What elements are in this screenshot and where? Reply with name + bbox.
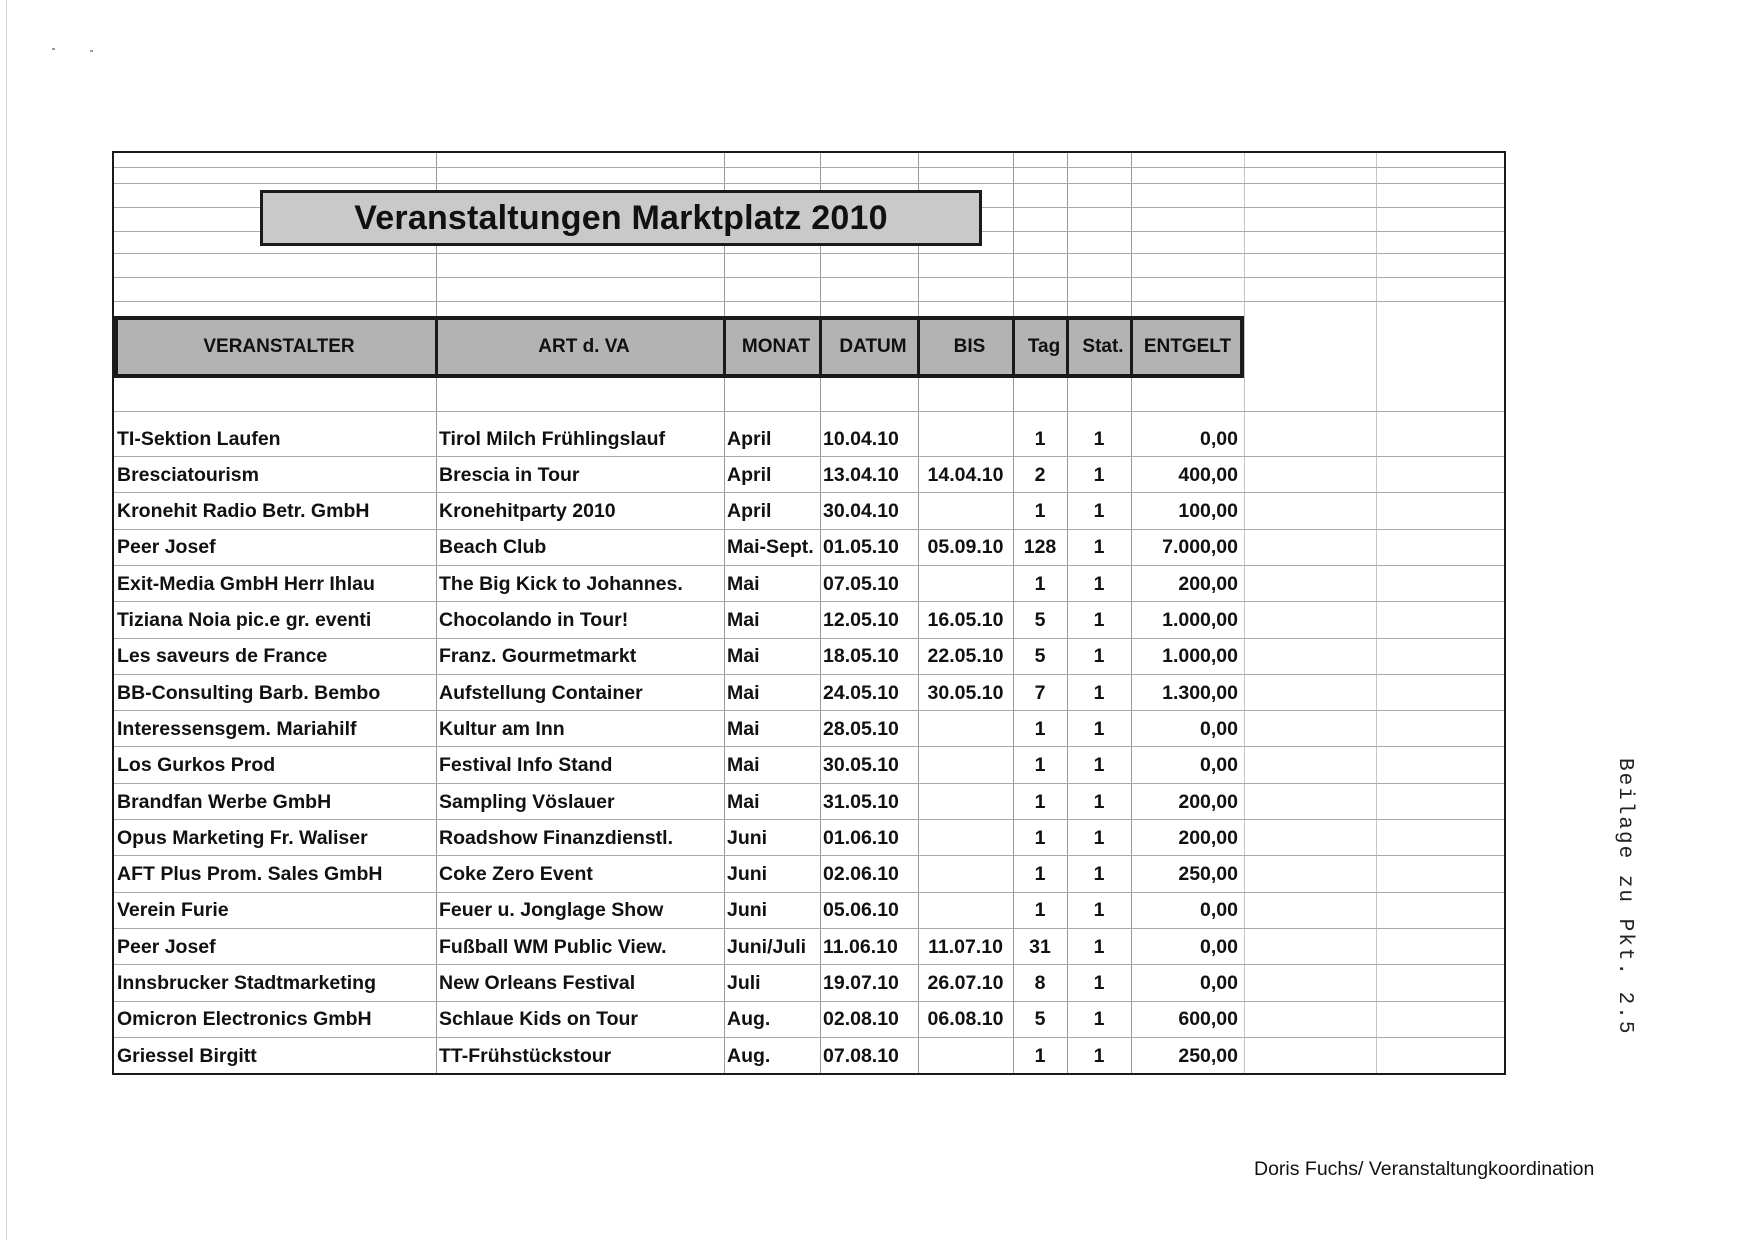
cell-tag: 5 <box>1034 645 1046 668</box>
cell-bis: 05.09.10 <box>927 536 1004 559</box>
cell-monat: Mai-Sept. <box>727 536 814 559</box>
cell-bis <box>918 566 1013 602</box>
header-separator <box>819 320 822 374</box>
header-tag: Tag <box>1027 336 1061 357</box>
cell-entgelt: 0,00 <box>1200 427 1238 450</box>
spreadsheet-frame <box>112 151 1506 1075</box>
table-row <box>114 820 1244 856</box>
cell-tag: 1 <box>1034 427 1046 450</box>
cell-bis: 06.08.10 <box>927 1008 1004 1031</box>
cell-datum: 01.05.10 <box>823 536 899 559</box>
cell-entgelt: 200,00 <box>1178 826 1238 849</box>
cell-datum: 28.05.10 <box>823 717 899 740</box>
cell-entgelt: 0,00 <box>1200 935 1238 958</box>
table-row <box>114 857 1244 893</box>
cell-bis: 16.05.10 <box>927 609 1004 631</box>
cell-veranstalter: Verein Furie <box>117 899 229 922</box>
cell-veranstalter: Les saveurs de France <box>117 645 328 668</box>
cell-entgelt: 250,00 <box>1178 1044 1238 1067</box>
cell-tag: 2 <box>1034 463 1046 486</box>
cell-art: The Big Kick to Johannes. <box>439 572 683 595</box>
cell-monat: April <box>727 427 772 450</box>
cell-stat: 1 <box>1093 1044 1105 1067</box>
cell-datum: 18.05.10 <box>823 645 899 668</box>
cell-stat: 1 <box>1093 500 1105 523</box>
cell-tag: 1 <box>1034 754 1046 777</box>
cell-tag: 7 <box>1034 681 1046 704</box>
cell-stat: 1 <box>1093 972 1105 994</box>
cell-tag: 1 <box>1034 790 1046 813</box>
cell-entgelt: 400,00 <box>1178 463 1238 486</box>
cell-stat: 1 <box>1093 427 1105 450</box>
grid-row-line <box>114 277 1504 278</box>
cell-bis <box>918 421 1013 457</box>
cell-stat: 1 <box>1093 536 1105 559</box>
cell-monat: Juni <box>727 826 768 849</box>
cell-stat: 1 <box>1093 754 1105 777</box>
cell-stat: 1 <box>1093 1008 1105 1031</box>
cell-entgelt: 1.300,00 <box>1162 681 1238 704</box>
header-entgelt: ENTGELT <box>1143 336 1232 357</box>
table-row <box>114 784 1244 820</box>
table-row <box>114 675 1244 711</box>
cell-art: Festival Info Stand <box>439 754 613 777</box>
cell-bis <box>918 784 1013 820</box>
cell-datum: 05.06.10 <box>823 899 899 922</box>
cell-bis: 11.07.10 <box>928 935 1003 958</box>
cell-veranstalter: Tiziana Noia pic.e gr. eventi <box>117 609 372 631</box>
grid-row-line <box>114 253 1504 254</box>
cell-stat: 1 <box>1093 899 1105 922</box>
cell-veranstalter: Exit-Media GmbH Herr Ihlau <box>117 572 375 595</box>
cell-monat: Mai <box>727 754 760 777</box>
cell-tag: 31 <box>1029 935 1051 958</box>
cell-monat: Aug. <box>727 1044 771 1067</box>
table-row <box>114 530 1244 566</box>
table-row <box>114 421 1244 457</box>
cell-datum: 12.05.10 <box>823 609 899 631</box>
row-divider <box>114 1073 1506 1074</box>
cell-art: TT-Frühstückstour <box>439 1044 612 1067</box>
cell-tag: 5 <box>1034 609 1046 631</box>
title-box <box>260 190 982 246</box>
table-row <box>114 929 1244 965</box>
cell-art: New Orleans Festival <box>439 972 636 994</box>
header-separator <box>917 320 920 374</box>
cell-veranstalter: Opus Marketing Fr. Waliser <box>117 826 368 849</box>
cell-art: Tirol Milch Frühlingslauf <box>439 427 666 450</box>
cell-tag: 128 <box>1023 536 1057 559</box>
table-row <box>114 711 1244 747</box>
header-bis: BIS <box>953 336 986 357</box>
cell-art: Coke Zero Event <box>439 863 593 886</box>
cell-veranstalter: TI-Sektion Laufen <box>117 427 281 450</box>
cell-bis: 30.05.10 <box>927 681 1004 704</box>
cell-bis <box>918 711 1013 747</box>
header-datum: DATUM <box>839 336 907 357</box>
table-row <box>114 748 1244 784</box>
cell-tag: 1 <box>1034 863 1046 886</box>
cell-veranstalter: Innsbrucker Stadtmarketing <box>117 972 376 994</box>
grid-row-line <box>114 301 1504 302</box>
cell-datum: 02.08.10 <box>823 1008 899 1031</box>
cell-monat: April <box>727 463 772 486</box>
cell-veranstalter: Brandfan Werbe GmbH <box>117 790 332 813</box>
cell-bis <box>918 748 1013 784</box>
header-separator <box>723 320 726 374</box>
grid-row-line <box>114 183 1504 184</box>
header-art: ART d. VA <box>538 336 630 357</box>
cell-monat: Mai <box>727 645 760 668</box>
cell-monat: Mai <box>727 572 760 595</box>
grid-column-line <box>1376 153 1377 1073</box>
cell-datum: 31.05.10 <box>823 790 899 813</box>
cell-stat: 1 <box>1093 935 1105 958</box>
cell-datum: 11.06.10 <box>823 935 898 958</box>
page-edge <box>6 0 7 1240</box>
cell-entgelt: 0,00 <box>1200 899 1238 922</box>
cell-bis <box>918 893 1013 929</box>
cell-bis: 14.04.10 <box>927 463 1004 486</box>
cell-veranstalter: BB-Consulting Barb. Bembo <box>117 681 381 704</box>
cell-tag: 1 <box>1034 500 1046 523</box>
header-veranstalter: VERANSTALTER <box>203 336 355 357</box>
cell-veranstalter: Bresciatourism <box>117 463 259 486</box>
table-row <box>114 603 1244 639</box>
cell-stat: 1 <box>1093 790 1105 813</box>
cell-monat: Aug. <box>727 1008 771 1031</box>
header-monat: MONAT <box>741 336 811 357</box>
cell-veranstalter: Interessensgem. Mariahilf <box>117 717 357 740</box>
cell-tag: 1 <box>1034 826 1046 849</box>
cell-monat: Juni <box>727 863 768 886</box>
cell-art: Kultur am Inn <box>439 717 565 740</box>
cell-entgelt: 7.000,00 <box>1162 536 1238 559</box>
cell-datum: 19.07.10 <box>823 972 899 994</box>
header-separator <box>435 320 438 374</box>
cell-datum: 13.04.10 <box>823 463 899 486</box>
table-row <box>114 893 1244 929</box>
table-row <box>114 639 1244 675</box>
cell-stat: 1 <box>1093 609 1105 631</box>
cell-monat: April <box>727 500 772 523</box>
cell-monat: Mai <box>727 790 760 813</box>
table-row <box>114 1002 1244 1038</box>
grid-column-line <box>1244 153 1245 1073</box>
table-row <box>114 494 1244 530</box>
cell-entgelt: 1.000,00 <box>1162 609 1238 631</box>
cell-monat: Mai <box>727 609 760 631</box>
cell-bis: 22.05.10 <box>927 645 1004 668</box>
cell-entgelt: 600,00 <box>1178 1008 1238 1031</box>
cell-bis <box>918 857 1013 893</box>
cell-datum: 01.06.10 <box>823 826 899 849</box>
header-stat: Stat. <box>1082 336 1124 357</box>
cell-bis: 26.07.10 <box>927 972 1004 994</box>
cell-bis <box>918 1038 1013 1074</box>
cell-tag: 1 <box>1034 717 1046 740</box>
table-row <box>114 1038 1244 1074</box>
cell-tag: 1 <box>1034 572 1046 595</box>
cell-entgelt: 0,00 <box>1200 717 1238 740</box>
cell-art: Chocolando in Tour! <box>439 609 629 631</box>
cell-monat: Juni/Juli <box>727 935 807 958</box>
cell-stat: 1 <box>1093 863 1105 886</box>
cell-veranstalter: Griessel Birgitt <box>117 1044 257 1067</box>
cell-art: Schlaue Kids on Tour <box>439 1008 638 1031</box>
cell-datum: 24.05.10 <box>823 681 899 704</box>
cell-veranstalter: Los Gurkos Prod <box>117 754 276 777</box>
cell-monat: Juli <box>727 972 761 994</box>
cell-entgelt: 0,00 <box>1200 972 1238 994</box>
cell-tag: 1 <box>1034 899 1046 922</box>
cell-veranstalter: Peer Josef <box>117 935 216 958</box>
cell-stat: 1 <box>1093 645 1105 668</box>
footer-signature: Doris Fuchs/ Veranstaltungkoordination <box>1254 1158 1595 1180</box>
cell-art: Brescia in Tour <box>439 463 580 486</box>
cell-art: Feuer u. Jonglage Show <box>439 899 664 922</box>
cell-entgelt: 1.000,00 <box>1162 645 1238 668</box>
cell-art: Fußball WM Public View. <box>439 935 667 958</box>
header-separator <box>1066 320 1069 374</box>
cell-stat: 1 <box>1093 681 1105 704</box>
cell-veranstalter: Omicron Electronics GmbH <box>117 1008 372 1031</box>
cell-art: Franz. Gourmetmarkt <box>439 645 637 668</box>
cell-stat: 1 <box>1093 572 1105 595</box>
cell-monat: Mai <box>727 681 760 704</box>
cell-veranstalter: Peer Josef <box>117 536 216 559</box>
cell-datum: 30.04.10 <box>823 500 899 523</box>
table-header <box>114 316 1244 378</box>
header-separator <box>1012 320 1015 374</box>
cell-stat: 1 <box>1093 463 1105 486</box>
cell-tag: 5 <box>1034 1008 1046 1031</box>
cell-stat: 1 <box>1093 826 1105 849</box>
table-row <box>114 966 1244 1002</box>
page-title: Veranstaltungen Marktplatz 2010 <box>354 198 888 237</box>
grid-row-line <box>114 167 1504 168</box>
cell-entgelt: 250,00 <box>1178 863 1238 886</box>
cell-stat: 1 <box>1093 717 1105 740</box>
scan-speck <box>90 50 93 52</box>
cell-tag: 1 <box>1034 1044 1046 1067</box>
cell-datum: 30.05.10 <box>823 754 899 777</box>
cell-monat: Mai <box>727 717 760 740</box>
header-separator <box>1130 320 1133 374</box>
cell-veranstalter: AFT Plus Prom. Sales GmbH <box>117 863 383 886</box>
cell-entgelt: 200,00 <box>1178 790 1238 813</box>
cell-tag: 8 <box>1034 972 1046 994</box>
cell-datum: 02.06.10 <box>823 863 899 886</box>
scan-speck <box>52 48 55 50</box>
side-note: Beilage zu Pkt. 2.5 <box>1613 758 1636 1036</box>
cell-entgelt: 0,00 <box>1200 754 1238 777</box>
table-row <box>114 566 1244 602</box>
cell-art: Beach Club <box>439 536 547 559</box>
cell-veranstalter: Kronehit Radio Betr. GmbH <box>117 500 370 523</box>
cell-entgelt: 100,00 <box>1178 500 1238 523</box>
table-row <box>114 457 1244 493</box>
cell-datum: 07.08.10 <box>823 1044 899 1067</box>
cell-datum: 10.04.10 <box>823 427 899 450</box>
cell-entgelt: 200,00 <box>1178 572 1238 595</box>
grid-row-line <box>114 411 1504 412</box>
cell-art: Aufstellung Container <box>439 681 643 704</box>
cell-datum: 07.05.10 <box>823 572 899 595</box>
cell-monat: Juni <box>727 899 768 922</box>
cell-bis <box>918 820 1013 856</box>
cell-art: Sampling Vöslauer <box>439 790 615 813</box>
cell-art: Roadshow Finanzdienstl. <box>439 826 674 849</box>
cell-art: Kronehitparty 2010 <box>439 500 616 523</box>
cell-bis <box>918 494 1013 530</box>
